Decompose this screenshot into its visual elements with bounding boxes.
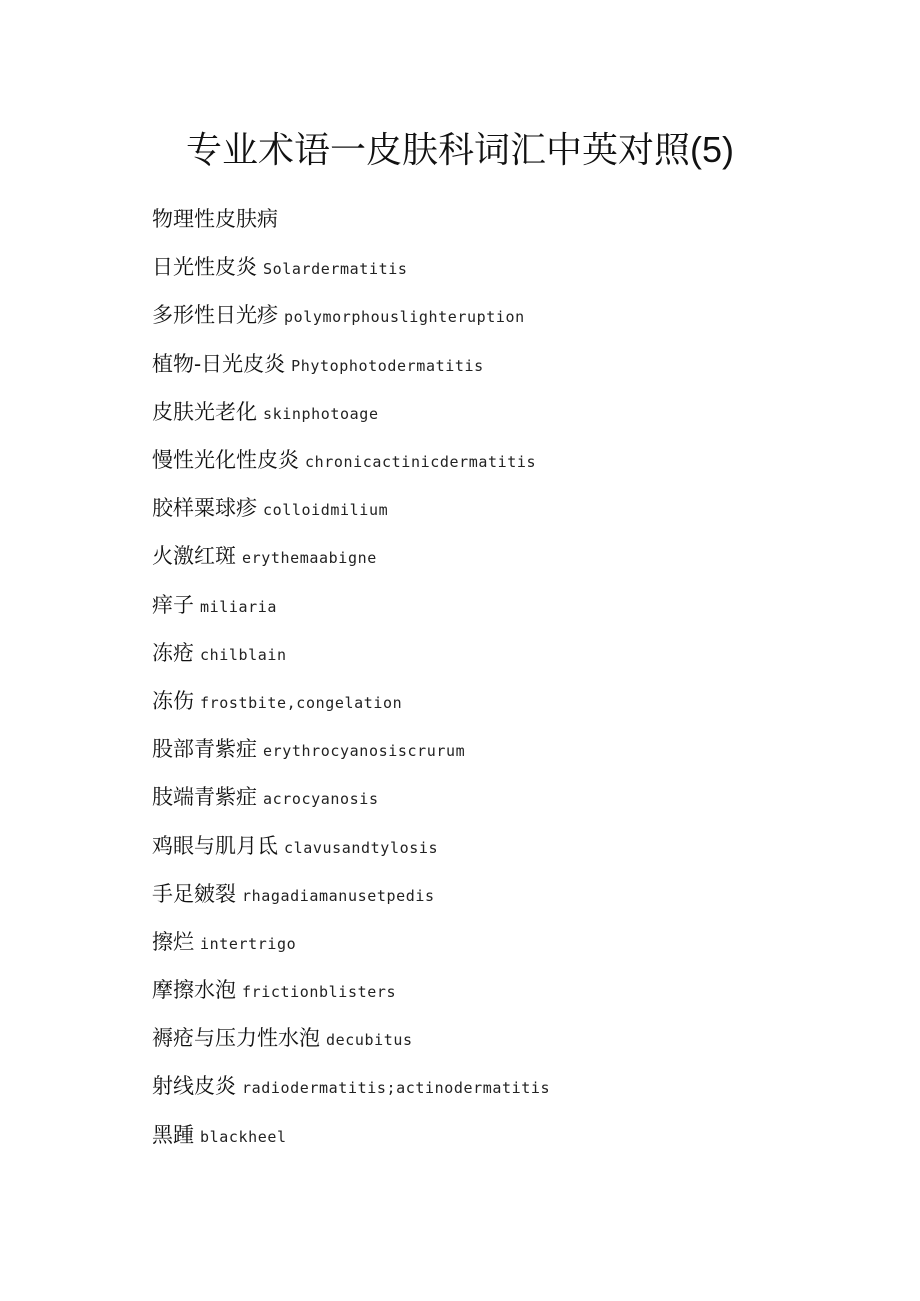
- term-zh: 植物-日光皮炎: [152, 351, 286, 376]
- term-zh: 皮肤光老化: [152, 399, 257, 424]
- section-heading-text: 物理性皮肤病: [152, 207, 278, 232]
- term-row: [152, 820, 550, 868]
- term-zh: 日光性皮炎: [152, 255, 257, 280]
- term-en: polymorphouslighteruption: [284, 308, 525, 327]
- term-zh: 鸡眼与肌月氐: [152, 833, 278, 858]
- term-en: colloidmilium: [263, 501, 389, 520]
- term-en: chilblain: [200, 645, 287, 664]
- term-zh: 冻疮: [152, 640, 194, 665]
- term-en: frictionblisters: [242, 983, 397, 1002]
- term-zh: 射线皮炎: [152, 1074, 236, 1099]
- term-zh: 擦烂: [152, 929, 194, 954]
- term-row: [152, 1110, 550, 1158]
- term-en: skinphotoage: [263, 404, 379, 423]
- term-row: [152, 483, 550, 531]
- term-zh: 黑踵: [152, 1122, 194, 1147]
- term-en: chronicactinicdermatitis: [305, 453, 537, 472]
- term-en: frostbite,congelation: [200, 693, 403, 712]
- term-zh: 手足皴裂: [152, 881, 236, 906]
- term-en: miliaria: [200, 597, 278, 616]
- term-zh: 冻伤: [152, 688, 194, 713]
- term-zh: 摩擦水泡: [152, 978, 236, 1003]
- term-en: radiodermatitis;actinodermatitis: [242, 1079, 551, 1098]
- term-row: [152, 580, 550, 628]
- term-en: Solardermatitis: [263, 260, 408, 279]
- term-row: [152, 242, 550, 290]
- term-row: [152, 965, 550, 1013]
- term-en: blackheel: [200, 1127, 287, 1146]
- term-en: decubitus: [326, 1031, 413, 1050]
- term-row: [152, 435, 550, 483]
- term-en: clavusandtylosis: [284, 838, 439, 857]
- term-zh: 肢端青紫症: [152, 785, 257, 810]
- document-title: 专业术语一皮肤科词汇中英对照(5): [186, 129, 734, 170]
- term-en: erythrocyanosiscrurum: [263, 742, 466, 761]
- term-list: [152, 194, 550, 1158]
- term-row: [152, 628, 550, 676]
- term-row: [152, 531, 550, 579]
- term-zh: 痒子: [152, 592, 194, 617]
- term-zh: 股部青紫症: [152, 737, 257, 762]
- term-en: Phytophotodermatitis: [291, 356, 484, 375]
- term-row: [152, 339, 550, 387]
- term-row: [152, 290, 550, 338]
- term-row: [152, 387, 550, 435]
- term-row: [152, 917, 550, 965]
- term-en: rhagadiamanusetpedis: [242, 886, 435, 905]
- term-zh: 褥疮与压力性水泡: [152, 1026, 320, 1051]
- section-heading: [152, 194, 550, 242]
- term-row: [152, 772, 550, 820]
- term-zh: 多形性日光疹: [152, 303, 278, 328]
- term-row: [152, 676, 550, 724]
- term-zh: 火激红斑: [152, 544, 236, 569]
- term-zh: 胶样粟球疹: [152, 496, 257, 521]
- term-row: [152, 1061, 550, 1109]
- term-en: erythemaabigne: [242, 549, 377, 568]
- term-row: [152, 869, 550, 917]
- term-en: acrocyanosis: [263, 790, 379, 809]
- term-row: [152, 1013, 550, 1061]
- term-zh: 慢性光化性皮炎: [152, 448, 299, 473]
- term-row: [152, 724, 550, 772]
- term-en: intertrigo: [200, 934, 297, 953]
